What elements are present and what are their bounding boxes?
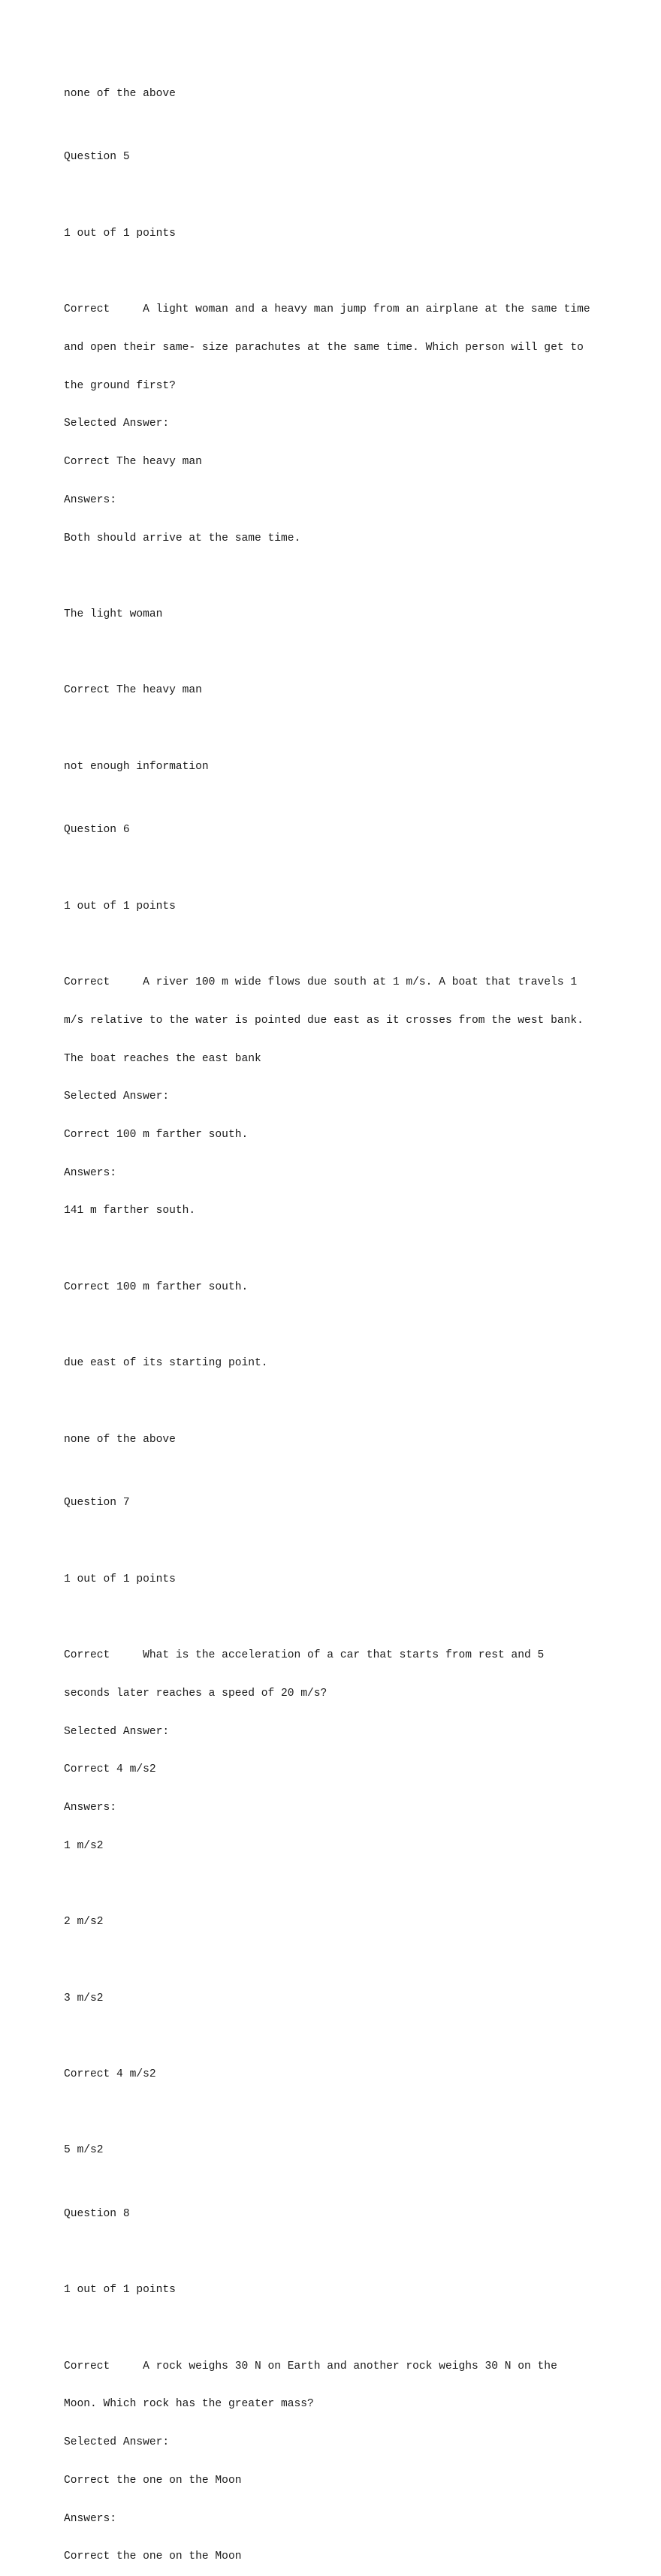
answer-option: The light woman xyxy=(64,608,163,620)
answer-option: not enough information xyxy=(64,760,209,773)
answer-option: Both should arrive at the same time. xyxy=(64,532,301,544)
spacer xyxy=(64,1954,635,1967)
spacer xyxy=(64,938,635,951)
spacer xyxy=(64,1320,635,1332)
spacer xyxy=(64,2322,635,2335)
spacer xyxy=(64,1243,635,1256)
question-heading: Question 8 xyxy=(64,2207,130,2220)
answer-option: 2 m/s2 xyxy=(64,1916,104,1929)
question-prompt-line: Correct A light woman and a heavy man jump from an airplane at the same time xyxy=(64,303,590,316)
question-heading: Question 7 xyxy=(64,1497,130,1510)
spacer xyxy=(64,189,635,202)
selected-answer-label: Selected Answer: xyxy=(64,1725,170,1738)
question-heading: Question 6 xyxy=(64,824,130,837)
answer-option: Correct 100 m farther south. xyxy=(64,1280,249,1293)
answer-option: none of the above xyxy=(64,87,176,100)
question-prompt-line: m/s relative to the water is pointed due east as it crosses from the west bank. xyxy=(64,1014,584,1027)
answers-label: Answers: xyxy=(64,1166,117,1179)
answer-option: due east of its starting point. xyxy=(64,1357,268,1370)
quiz-results-document xyxy=(64,62,635,2576)
spacer xyxy=(64,1535,635,1548)
question-points: 1 out of 1 points xyxy=(64,2284,176,2297)
spacer xyxy=(64,1395,635,1408)
question-prompt-line: seconds later reaches a speed of 20 m/s? xyxy=(64,1687,327,1700)
selected-answer-label: Selected Answer: xyxy=(64,1090,170,1103)
selected-answer-value: Correct The heavy man xyxy=(64,456,202,469)
spacer xyxy=(64,647,635,659)
spacer xyxy=(64,722,635,735)
question-prompt-line: Correct A rock weighs 30 N on Earth and another rock weighs 30 N on the xyxy=(64,2360,557,2372)
question-points: 1 out of 1 points xyxy=(64,227,176,240)
spacer xyxy=(64,570,635,583)
selected-answer-label: Selected Answer: xyxy=(64,418,170,430)
question-prompt-line: The boat reaches the east bank xyxy=(64,1052,261,1065)
answer-option: 141 m farther south. xyxy=(64,1205,196,1217)
question-prompt-line: the ground first? xyxy=(64,379,176,392)
answer-option: 3 m/s2 xyxy=(64,1992,104,2004)
spacer xyxy=(64,2107,635,2119)
spacer xyxy=(64,1611,635,1624)
question-prompt-line: Correct What is the acceleration of a car that starts from rest and 5 xyxy=(64,1649,545,1662)
spacer xyxy=(64,265,635,278)
answer-option: none of the above xyxy=(64,1433,176,1446)
answers-label: Answers: xyxy=(64,493,117,506)
question-points: 1 out of 1 points xyxy=(64,1573,176,1585)
question-points: 1 out of 1 points xyxy=(64,900,176,912)
question-prompt-line: Moon. Which rock has the greater mass? xyxy=(64,2398,314,2411)
selected-answer-value: Correct 100 m farther south. xyxy=(64,1129,249,1142)
question-heading: Question 5 xyxy=(64,151,130,164)
selected-answer-value: Correct 4 m/s2 xyxy=(64,1763,156,1776)
spacer xyxy=(64,2030,635,2043)
answers-label: Answers: xyxy=(64,1801,117,1814)
answer-option: 5 m/s2 xyxy=(64,2144,104,2157)
question-prompt-line: Correct A river 100 m wide flows due south at 1 m/s. A boat that travels 1 xyxy=(64,976,578,989)
answer-option: Correct the one on the Moon xyxy=(64,2550,242,2563)
spacer xyxy=(64,2246,635,2259)
selected-answer-label: Selected Answer: xyxy=(64,2436,170,2449)
answers-label: Answers: xyxy=(64,2512,117,2525)
selected-answer-value: Correct the one on the Moon xyxy=(64,2474,242,2487)
question-prompt-line: and open their same- size parachutes at the same time. Which person will get to xyxy=(64,341,584,354)
answer-option: 1 m/s2 xyxy=(64,1839,104,1852)
answer-option: Correct 4 m/s2 xyxy=(64,2068,156,2080)
spacer xyxy=(64,1878,635,1890)
answer-option: Correct The heavy man xyxy=(64,684,202,697)
spacer xyxy=(64,862,635,875)
